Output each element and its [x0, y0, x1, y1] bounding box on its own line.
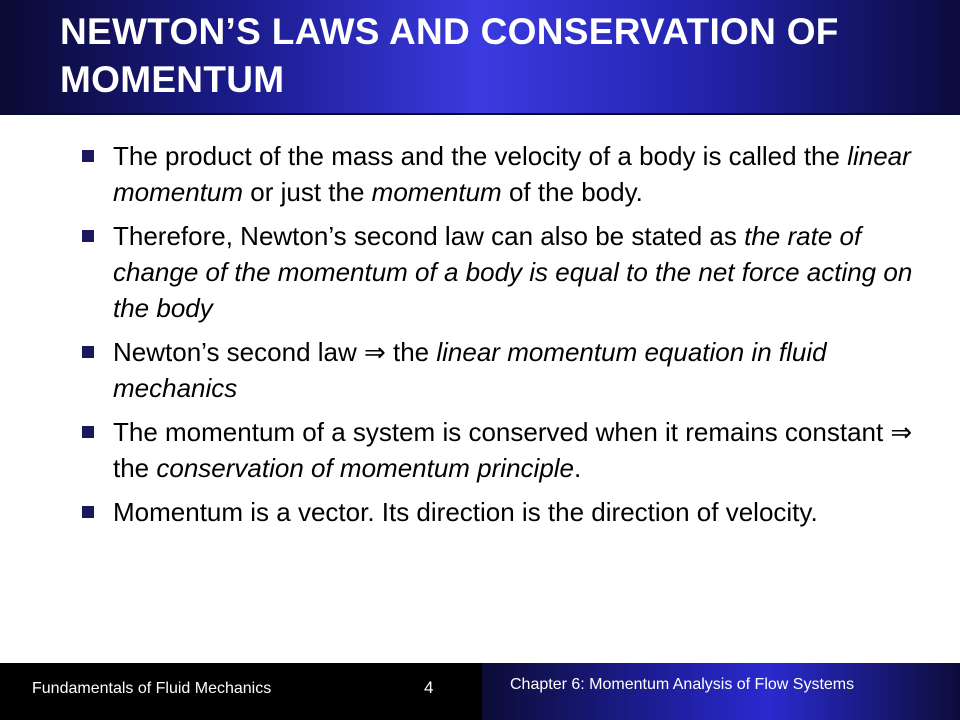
bullet-text: .	[574, 453, 582, 483]
slide-title: NEWTON’S LAWS AND CONSERVATION OF MOMENTUM	[60, 11, 839, 100]
footer-course-title: Fundamentals of Fluid Mechanics	[32, 680, 272, 697]
square-bullet-icon	[82, 230, 94, 242]
bullet-item	[78, 138, 918, 210]
emphasis-text: linear momentum equation in fluid mechanics	[113, 337, 827, 403]
bullet-text: Therefore, Newton’s second law can also be stated as	[113, 221, 745, 251]
bullet-text: The momentum of a system is conserved when it remains constant ⇒ the	[113, 417, 913, 483]
square-bullet-icon	[82, 346, 94, 358]
bullet-text: or just the	[243, 177, 372, 207]
bullet-item	[78, 494, 918, 530]
square-bullet-icon	[82, 426, 94, 438]
bullet-item	[78, 334, 918, 406]
bullet-text: of the body.	[501, 177, 643, 207]
square-bullet-icon	[82, 506, 94, 518]
bullet-item	[78, 414, 918, 486]
footer-chapter-title: Chapter 6: Momentum Analysis of Flow Systems	[510, 676, 855, 693]
bullet-list	[78, 138, 918, 538]
bullet-item	[78, 218, 918, 326]
bullet-text: Momentum is a vector. Its direction is the direction of velocity.	[113, 497, 818, 527]
page-number: 4	[424, 678, 434, 697]
emphasis-text: conservation of momentum principle	[156, 453, 575, 483]
square-bullet-icon	[82, 150, 94, 162]
emphasis-text: linear momentum	[113, 141, 911, 207]
emphasis-text: momentum	[371, 177, 502, 207]
bullet-text: Newton’s second law ⇒ the	[113, 337, 437, 367]
title-banner	[0, 0, 960, 115]
bullet-text: The product of the mass and the velocity of a body is called the	[113, 141, 848, 171]
emphasis-text: the rate of change of the momentum of a body is equal to the net force acting on the body	[113, 221, 913, 323]
